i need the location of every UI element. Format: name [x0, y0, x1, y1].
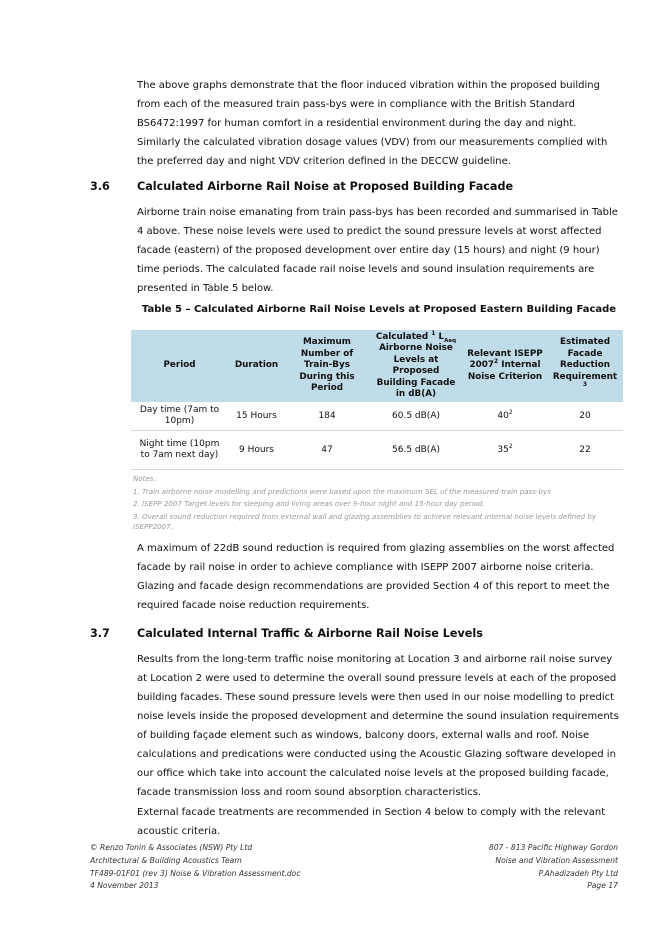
header-text: Airborne Noise Levels at Proposed Building Facade in dB(A)	[376, 343, 456, 399]
table-row	[131, 402, 623, 431]
footnote-marker: 3	[582, 381, 588, 389]
header-text: Internal Noise Criterion	[467, 360, 543, 382]
subscript: Aeq	[444, 337, 457, 344]
footer-client: P.Ahadizadeh Pty Ltd	[538, 868, 618, 878]
cell-reduction: 20	[547, 402, 623, 431]
table-header-row	[131, 330, 623, 402]
notes-label: Notes:	[133, 474, 156, 483]
cell-train-bys: 47	[285, 431, 369, 470]
footnote-marker: 2	[508, 442, 513, 450]
section-title: Calculated Internal Traffic & Airborne Rail Noise Levels	[137, 627, 483, 640]
criterion-value: 35	[497, 444, 509, 455]
footer-team: Architectural & Building Acoustics Team	[90, 855, 242, 865]
intro-paragraph: The above graphs demonstrate that the floor induced vibration within the proposed building from each of the measured train pass-bys were in compliance with the British Standard BS6472:1997 for human comfort in a residential environment during the day and night. Similarly the calculated vibration dosage values (VDV) from our measurements complied with the preferred day and night VDV criterion defined in the DECCW guideline.	[137, 80, 608, 167]
section-3-7-paragraph-1: Results from the long-term traffic noise monitoring at Location 3 and airborne rail noise survey at Location 2 were used to determine the overall sound pressure levels at each of the proposed building facades. These sound pressure levels were then used in our noise modelling to predict noise levels inside the proposed development and determine the sound insulation requirements of building façade element such as windows, balcony doors, external walls and roof. Noise calculations and predications were conducted using the Acoustic Glazing software developed in our office which take into account the calculated noise levels at the proposed building facade, facade transmission loss and room sound absorption characteristics.	[137, 654, 619, 798]
cell-criterion	[463, 402, 547, 431]
footnote-marker: 2	[493, 358, 499, 366]
cell-level: 60.5 dB(A)	[369, 402, 463, 431]
note-2: 2. ISEPP 2007 Target levels for sleeping and living areas over 9-hour night and 15-hour day period.	[133, 499, 485, 508]
footer-date: 4 November 2013	[90, 881, 159, 891]
footer-company: © Renzo Tonin & Associates (NSW) Pty Ltd	[90, 843, 253, 852]
criterion-value: 40	[497, 410, 509, 421]
table-notes	[133, 474, 613, 533]
section-title: Calculated Airborne Rail Noise at Proposed Building Facade	[137, 180, 514, 193]
after-table-paragraph: A maximum of 22dB sound reduction is required from glazing assemblies on the worst affected facade by rail noise in order to achieve compliance with ISEPP 2007 airborne noise criteria. Glazing and facade design recommendations are provided Section 4 of this report to meet the required facade noise reduction requirements.	[137, 543, 615, 611]
header-text: Estimated Facade Reduction Requirement	[552, 337, 618, 382]
note-3: 3. Overall sound reduction required from external wall and glazing assemblies to achieve relevant internal noise levels defined by ISEPP2007.	[133, 511, 597, 531]
header-text: Relevant ISEPP 2007	[467, 348, 543, 371]
footer-left	[90, 842, 301, 893]
footnote-marker: 2	[508, 408, 513, 416]
header-reduction	[547, 330, 623, 402]
cell-period: Night time (10pm to 7am next day)	[131, 431, 228, 470]
footnote-marker: 1	[431, 329, 436, 337]
note-1: 1. Train airborne noise modelling and predictions were based upon the maximum SEL of the measured train pass-bys	[133, 486, 551, 496]
header-period: Period	[131, 330, 228, 402]
section-number: 3.7	[90, 627, 110, 640]
cell-duration: 15 Hours	[228, 402, 285, 431]
header-isepp-criterion	[463, 330, 547, 402]
section-3-6-paragraph: Airborne train noise emanating from train pass-bys has been recorded and summarised in Table 4 above. These noise levels were used to predict the sound pressure levels at worst affected facade (eastern) of the proposed development over entire day (15 hours) and night (9 hour) time periods. The calculated facade rail noise levels and sound insulation requirements are presented in Table 5 below.	[137, 207, 618, 294]
footer-filename: TF489-01F01 (rev 3) Noise & Vibration Assessment.doc	[90, 868, 301, 878]
footer-right	[489, 842, 618, 893]
page-number: Page 17	[587, 881, 618, 891]
footer-report-type: Noise and Vibration Assessment	[495, 855, 618, 865]
table-5	[131, 330, 623, 470]
section-number: 3.6	[90, 180, 110, 193]
cell-period: Day time (7am to 10pm)	[131, 402, 228, 431]
header-text: Calculated	[375, 331, 429, 342]
footer-project-address: 807 - 813 Pacific Highway Gordon	[488, 843, 618, 852]
cell-criterion	[463, 431, 547, 470]
table-5-title: Table 5 – Calculated Airborne Rail Noise Levels at Proposed Eastern Building Facade	[141, 304, 617, 315]
cell-level: 56.5 dB(A)	[369, 431, 463, 470]
cell-duration: 9 Hours	[228, 431, 285, 470]
header-calculated-level	[369, 330, 463, 402]
header-text: L	[438, 331, 445, 342]
header-train-bys: Maximum Number of Train-Bys During this Period	[285, 330, 369, 402]
table-row	[131, 431, 623, 470]
header-duration: Duration	[228, 330, 285, 402]
cell-train-bys: 184	[285, 402, 369, 431]
section-3-7-paragraph-2: External facade treatments are recommended in Section 4 below to comply with the relevant acoustic criteria.	[137, 807, 606, 837]
cell-reduction: 22	[547, 431, 623, 470]
